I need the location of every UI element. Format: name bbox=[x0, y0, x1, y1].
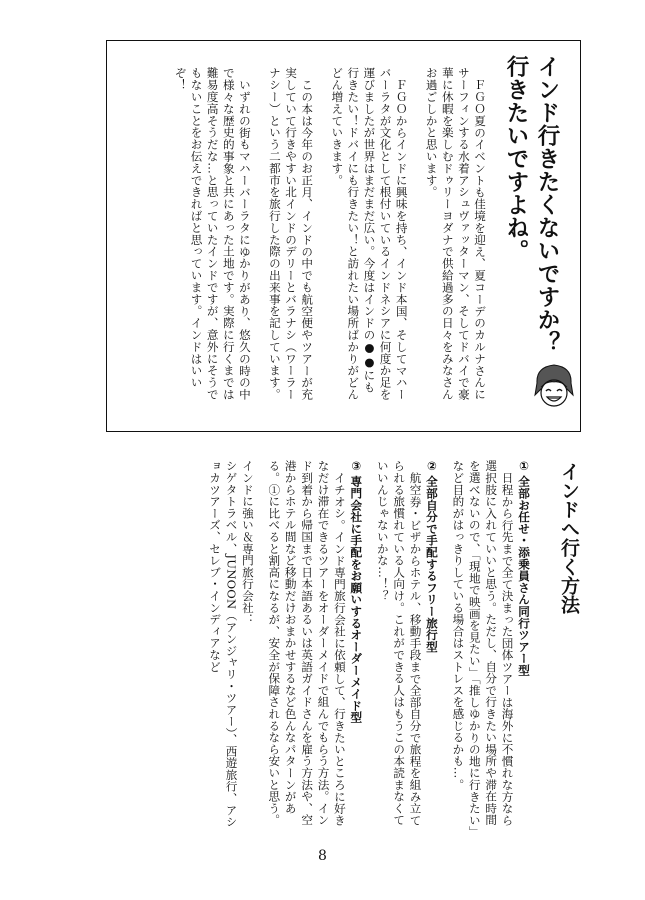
agencies-block bbox=[207, 460, 256, 832]
method-heading: 専門会社に手配をお願いするオーダーメイド型 bbox=[349, 475, 364, 724]
page-number: 8 bbox=[318, 848, 327, 864]
method-item-2 bbox=[374, 460, 440, 832]
section-title: インドへ行く方法 bbox=[558, 462, 580, 614]
agencies-label: インドに強い＆専門旅行会社： bbox=[240, 460, 255, 626]
intro-text bbox=[118, 67, 488, 402]
intro-paragraph-1: ＦＧＯ夏のイベントも佳境を迎え、夏コーデのカルナさんにサーフィンする水着アシュヴァッターマン、そしてドバイで豪華に休暇を楽しむドゥリーヨダナで供給過多の日々をみなさんお過ごしかと思います。 bbox=[424, 67, 487, 401]
method-number: ② bbox=[427, 460, 437, 472]
method-number: ③ bbox=[351, 460, 362, 472]
method-body: イチオシ。インド専門旅行会社に依頼して、行きたいところに好きなだけ滞在できるツアーをオーダーメイドで組んでもらう方法。インド到着から帰国まで日本語あるいは英語ガイドさんを雇う方法や、空港からホテル間など移動だけおまかせするなど色んなパターンがある。①に比べると割高になるが、安全が保障されるなら安いと思う。 bbox=[267, 460, 347, 826]
methods-list bbox=[112, 460, 532, 832]
method-heading: 全部お任せ・添乗員さん同行ツアー型 bbox=[517, 475, 531, 677]
method-body: 日程から行先まで全て決まった団体ツアーは海外に不慣れな方なら選択肢に入れていいと思う。ただし、自分で行きたい場所や滞在時間を選べないので、「現地で映画を見たい」「推しゆかりの地に行きたい」など目的がはっきりしている場合はストレスを感じるかも…。 bbox=[451, 460, 515, 832]
box-title: インド行きたくないですか？行きたいですよね。 bbox=[503, 55, 560, 354]
method-number: ① bbox=[519, 460, 529, 472]
intro-paragraph-2: ＦＧＯからインドに興味を持ち、インド本国、そしてマハーバーラタが文化として根付いているインドネシアに何度か足を運びましたが世界はまだまだ広い。今度はインドの●●にも行きたい！ドバイにも行きたい！と訪れたい場所ばかりがどんどん増えていきます。 bbox=[330, 67, 409, 401]
method-item-1 bbox=[450, 460, 532, 832]
chibi-face-icon bbox=[533, 361, 575, 409]
intro-paragraph-4: いずれの街もマハーバーラタにゆかりがあり、悠久の時の中で様々な歴史的事象と共にあった土地です。実際に行くまでは難易度高そうだな…と思っていたインドですが、意外にそうでもないことをお伝えできればと思っています。インドはいいぞ！ bbox=[173, 67, 252, 401]
method-item-3 bbox=[266, 460, 364, 832]
method-heading: 全部自分で手配するフリー旅行型 bbox=[424, 475, 439, 653]
intro-paragraph-3: この本は今年のお正月、インドの中でも航空便やツアーが充実していて行きやすい北インドのデリーとバラナシ（ワーラーナシー）という二都市を旅行した際の出来事を記しています。 bbox=[267, 67, 315, 401]
method-body: 航空券・ビザからホテル、移動手段まで全部自分で旅程を組み立てられる旅慣れている人向け。これができる人はもうこの本読まなくていいんじゃないかな…！？ bbox=[375, 460, 423, 826]
intro-box bbox=[106, 40, 581, 432]
agencies-list: シゲタトラベル、JUNOON（アンジャリ・ツアー）、西遊旅行、アショカツアーズ、セレブ・インディアなど bbox=[208, 460, 239, 828]
